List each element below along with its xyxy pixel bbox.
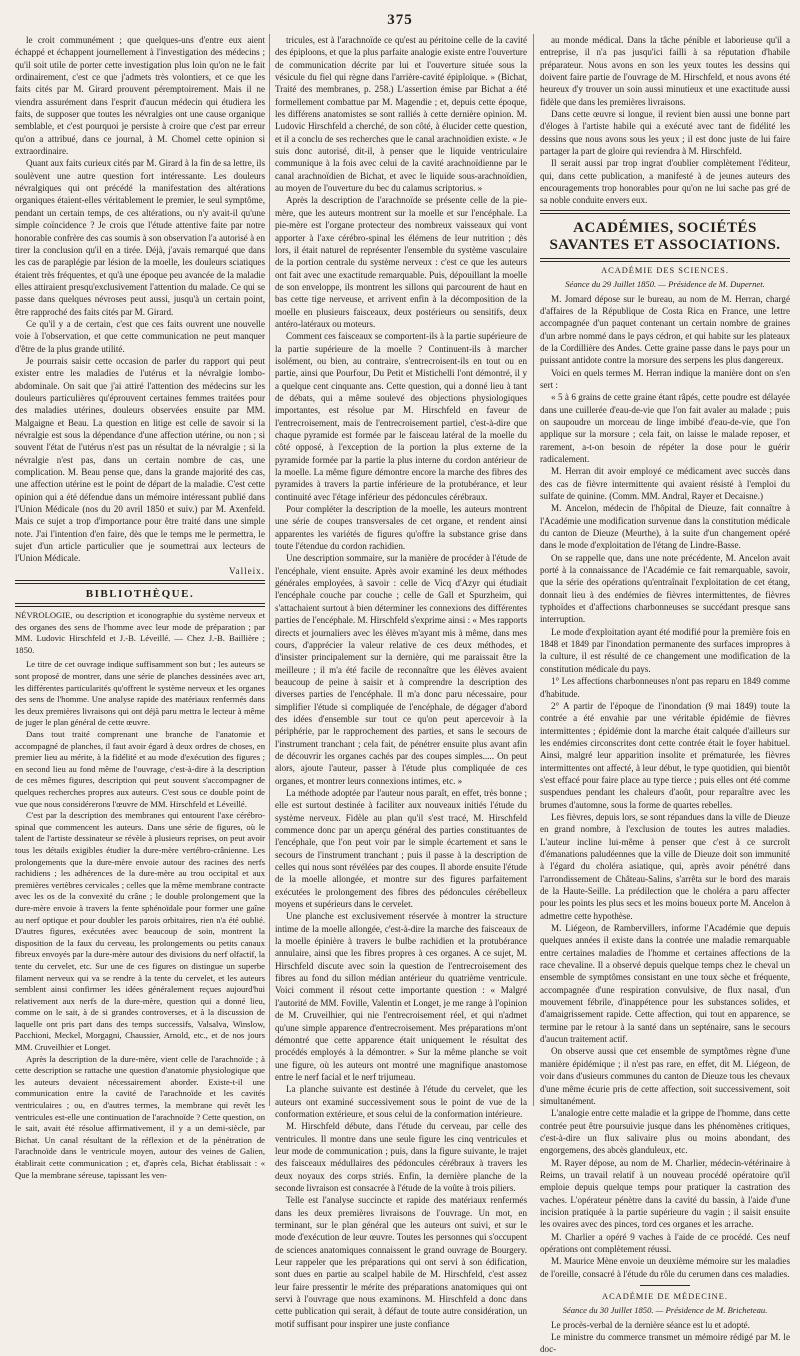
academie-medecine-heading: ACADÉMIE DE MÉDECINE. <box>602 1292 728 1301</box>
academie-sciences-heading: ACADÉMIE DES SCIENCES. <box>601 265 729 275</box>
paragraph: au monde médical. Dans la tâche pénible et laborieuse qu'il a entreprise, il n'a pas jusqu'ici failli à sa réputation d'habile préparateur. Nous avons en son les yeux toutes les dessins qui doivent faire partie de l'ouvrage de M. Hirschfeld, et nous avons été heureux d'y trouver un soin aussi minutieux et une exactitude aussi fidèle que dans les premières livraisons. <box>540 35 790 107</box>
section-rule <box>15 603 265 607</box>
paragraph: Je pourrais saisir cette occasion de parler du rapport qui peut exister entre les maladies de l'utérus et la névralgie lombo-abdominale. On sait que j'ai attiré l'attention des médecins sur les douleurs particulières qu'éprouvent certaines femmes traitées pour des maladies utérines, douleurs observées ensuite par MM. Malgaigne et Beau. La question en litige est celle de savoir si la névralgie est sous la dépendance d'une affection utérine, ou non ; si souvent l'état de l'utérus n'est pas un résultat de la névralgie ; si la névralgie n'est pas, dans un certain nombre de cas, une complication. M. Beau pense que, dans la grande majorité des cas, une affection utérine est le point de départ de la maladie. C'est cette opinion qui a été défendue dans un mémoire intéressant publié dans l'Union Médicale (nos du 20 avril 1850 et suiv.) par M. Axenfeld. Mais ce sujet a trop d'importance pour être traité dans une simple note. J'ai l'intention d'en faire, dès que le temps me le permettra, le sujet d'un article particulier que je soumettrai aux lecteurs de l'Union Médicale. <box>15 355 265 564</box>
paragraph: Il serait aussi par trop ingrat d'oublier complètement l'éditeur, qui, dans cette publication, a manifesté à de jeunes auteurs des encouragements trop honorables pour qu'on ne lui sache pas gré de sa noble conduite envers eux. <box>540 158 790 206</box>
paragraph: Quant aux faits curieux cités par M. Girard à la fin de sa lettre, ils soulèvent une autre question fort intéressante. Les douleurs névralgiques qui ont précédé la manifestation des altérations organiques étaient-elles véritablement le premier, le seul symptôme, pendant un certain temps, de ces altérations, ou n'y avait-il qu'une simple coïncidence ? Je crois que l'étude attentive faite par notre honorable confrère des cas soumis à son observation l'a autorisé à en tirer la conclusion qu'il en a tirée. Déjà, j'avais remarqué que dans les cas de paraplégie par lésion de la moelle, les douleurs sciatiques étaient très fréquentes, et qu'à une époque peu avancée de la maladie elles attiraient presqu'exclusivement l'attention du malade. Ce qui se passe dans quelques névroses peut aussi, jusqu'à un certain point, être rapproché des faits cités par M. Girard. <box>15 158 265 317</box>
right-column <box>540 34 790 1355</box>
paragraph: Pour compléter la description de la moelle, les auteurs montrent une série de coupes transversales de cet organe, et rendent ainsi apparentes les variétés de figures qu'offre la substance grise dans toute l'étendue du cordon rachidien. <box>275 504 527 552</box>
session-date-line: Séance du 29 Juillet 1850. — Présidence de M. Dupernet. <box>565 279 765 290</box>
paragraph: M. Jomard dépose sur le bureau, au nom de M. Herran, chargé d'affaires de la République de Costa Rica en France, une lettre accompagnée d'un paquet contenant un certain nombre de graines d'un arbre nommé dans le pays cédron, et qui habite sur les plateaux de la Cordillière des Andes. Cette graine passe dans le pays pour un puissant antidote contre la morsure des serpens les plus dangereux. <box>540 293 790 366</box>
paragraph: Après la description de l'arachnoïde se présente celle de la pie-mère, que les auteurs montrent sur la moelle et sur l'encéphale. La pie-mère est l'organe protecteur des nombreux vaisseaux qui vont apporter à l'axe cérébro-spinal les élémens de leur nutrition ; dès lors, il était naturel de représenter l'ensemble du système vasculaire de la portion centrale du système nerveux : c'est ce que les auteurs ont fait avec une exactitude remarquable. Puis, dépouillant la moelle de son enveloppe, ils montrent les sillons qui parcourent de haut en bas cette tige nerveuse, et arrivent enfin à la décomposition de la moelle en plusieurs faisceaux, deux postérieurs ou sensitifs, deux antéro-latéraux ou moteurs. <box>275 195 527 329</box>
left-column <box>15 34 265 1180</box>
paragraph: Les fièvres, depuis lors, se sont répandues dans la ville de Dieuze en grand nombre, à l'exclusion de toutes les autres maladies. L'auteur incline lui-même à penser que c'est à ce surcroît d'émanations paludéennes que la ville de Dieuze doit son immunité à l'égard du choléra asiatique, qui, après avoir pénétré dans l'arrondissement de Château-Salins, s'arrêta sur le bord des marais de la Haute-Seille. La prédilection que le choléra a paru affecter pour les points les plus secs et les moins boueux porte M. Ancelon à admettre cette hypothèse. <box>540 811 790 921</box>
short-divider <box>640 1285 690 1286</box>
column-divider-left <box>269 34 270 1106</box>
paragraph: Dans cette œuvre si longue, il revient bien aussi une bonne part d'éloges à l'artiste habile qui a exécuté avec tant de fidélité les dessins que nous avons sous les yeux ; il est donc juste de lui faire partager la part de gloire qui reviendra à M. Hirschfeld. <box>540 109 790 157</box>
paragraph: M. Maurice Mène envoie un deuxième mémoire sur les maladies de l'oreille, consacré à l'étude du rôle du cerumen dans ces maladies. <box>540 1256 790 1279</box>
section-rule <box>540 210 790 214</box>
paragraph: On se rappelle que, dans une note précédente, M. Ancelon avait porté à la connaissance de l'Académie ce fait remarquable, savoir, que la série des opérations qu'entraînait l'exploitation de cet étang, donnait lieu à des endémies de fièvres intermittentes, de fièvres typhoïdes et d'affections charbonneuses se succédant presque sans interruption. <box>540 552 790 625</box>
paragraph: le croit communément ; que quelques-uns d'entre eux aient échappé et échappent journellement à l'investigation des médecins ; qu'il soit utile de porter cette investigation plus loin qu'on ne le fait ordinairement, c'est ce que j'admets très volontiers, et ce que les faits cités par M. Girard prouvent péremptoirement. Mais il ne viendra assurément dans l'esprit d'aucun médecin qui étudiera les faits, de supposer que toutes les névralgies ont une cause organique semblable, et c'est pourquoi je persiste à croire que c'est par erreur qu'on a attribué, dans ce journal, à M. Chomel cette opinion si extraordinaire. <box>15 35 265 157</box>
paragraph: C'est par la description des membranes qui entourent l'axe cérébro-spinal que commencent les auteurs. Dans une série de figures, où le talent de l'artiste dessinateur se révèle à plusieurs reprises, on peut avoir tous les détails exigibles étudier la dure-mère vertébro-crânienne. Les prolongements que la dure-mère envoie autour des racines des nerfs rachidiens ; les adhérences de la dure-mère au trou occipital et aux premières vertèbres cervicales ; celles que la même membrane contracte avec les os de la convexité du crâne ; le double prolongement que la dure-mère envoie à travers la fente sphénoïdale pour former une gaîne au nerf optique et pour doubler les parois orbitaires, rien n'a été oublié. D'autres figures, exécutées avec beaucoup de soin, montrent la disposition de la faux du cerveau, les prolongements ou petits canaux fibreux envoyés par la dure-mère autour des divisions du nerf olfactif, la tente du cervelet, etc. Sur une de ces figures on distingue un superbe filament nerveux qui va se rendre à la tente du cervelet, et les auteurs semblent ainsi confirmer les idées généralement reçues aujourd'hui relativement aux nerfs de la dure-mère, question qui a donné lieu, comme on le sait, à de si grandes controverses, et à la discussion de laquelle ont pris part dans des temps successifs, Valsalva, Winslow, Pacchioni, Meckel, Morgagni, Chaussier, Arnold, etc., et de nos jours MM. Cruveilhier et Longet. <box>15 810 265 1053</box>
paragraph: M. Rayer dépose, au nom de M. Charlier, médecin-vétérinaire à Reims, un travail relatif à un nouveau procédé opératoire qu'il emploie depuis quelque temps pour pratiquer la castration des vaches. L'opérateur pénètre dans la cavité du bassin, à l'aide d'une incision pratiquée à la partie supérieure du vagin ; il saisit ensuite les ovaires avec des pinces, tord ces organes et les arrache. <box>540 1157 790 1230</box>
paragraph: M. Charlier a opéré 9 vaches à l'aide de ce procédé. Ces neuf opérations ont complètement réussi. <box>540 1231 790 1254</box>
paragraph: M. Herran dit avoir employé ce médicament avec succès dans des cas de fièvre intermittente qui avaient résisté à l'emploi du sulfate de quinine. (Comm. MM. Andral, Rayer et Decaisne.) <box>540 466 790 501</box>
paragraph: Le titre de cet ouvrage indique suffisamment son but ; les auteurs se sont proposé de montrer, dans une série de planches dessinées avec art, les différentes particularités qu'offrent le système nerveux et les organes des sens de l'homme. Une analyse rapide des matériaux renfermés dans les deux premières livraisons qui ont déjà paru mettra le lecteur à même de juger le plan général de cette œuvre. <box>15 659 265 728</box>
paragraph: Telle est l'analyse succincte et rapide des matériaux renfermés dans les deux premières livraisons de l'ouvrage. Un mot, en terminant, sur le plan général que les auteurs ont suivi, et sur le mode d'exécution de leur œuvre. Toutes les personnes qui s'occupent de sciences anatomiques connaissent le grand ouvrage de Bourgery. Leur rappeler que les préparations qui ont servi à son édification, sont dues en partie au scalpel habile de M. Hirschfeld, c'est assez leur faire pressentir le mérite des préparations anatomiques qui ont servi à l'ouvrage que nous examinons. M. Hirschfeld a donc dans cette publication qui serait, à défaut de toute autre considération, un motif suffisant pour inspirer une juste confiance <box>275 1195 527 1329</box>
author-signature: Valleix. <box>228 565 265 576</box>
paragraph: Le ministre du commerce transmet un mémoire rédigé par M. le doc- <box>540 1332 790 1355</box>
paragraph: Ce qu'il y a de certain, c'est que ces faits ouvrent une nouvelle voie à l'observation, et que cette communication ne peut manquer d'être de la plus grande utilité. <box>15 318 265 354</box>
bibliotheque-heading: BIBLIOTHÈQUE. <box>85 588 195 601</box>
session-date-line: Séance du 30 Juillet 1850. — Présidence de M. Bricheteau. <box>562 1305 768 1316</box>
paragraph: M. Liégeon, de Rambervillers, informe l'Académie que depuis quelques années il existe dans la contrée une maladie remarquable entre certaines maladies de l'homme et certaines affections de la race chevaline. Il a observé depuis quelque temps chez le cheval un ensemble de symptômes consistant en une toux sèche et fréquente, accompagnée d'une respiration convulsive, de flux nasal, d'un mouvement fébrile, d'inappétence pour les substances solides, et d'amaigrissement rapide. Cette affection, qui tout en apparence, se termine par le retour à la santé dans un septénaire, sans le secours d'aucun traitement actif. <box>540 923 790 1045</box>
paragraph: 1° Les affections charbonneuses n'ont pas reparu en 1849 comme d'habitude. <box>540 676 790 699</box>
paragraph: Le procès-verbal de la dernière séance est lu et adopté. <box>551 1319 750 1330</box>
paragraph: Voici en quels termes M. Herran indique la manière dont on s'en sert : <box>540 367 790 390</box>
paragraph: La planche suivante est destinée à l'étude du cervelet, que les auteurs ont examiné successivement sous le point de vue de la conformation extérieure, et sous celui de la conformation intérieure. <box>275 1084 527 1119</box>
academies-heading: ACADÉMIES, SOCIÉTÉS SAVANTES ET ASSOCIATIONS. <box>549 219 781 253</box>
paragraph: Une description sommaire, sur la manière de procéder à l'étude de l'encéphale, vient ensuite. Après avoir examiné les deux méthodes générales employées, à savoir : celle de Vicq d'Azyr qui étudiait l'encéphale couche par couche ; celle de Gall et Spurzheim, qui s'attachaient surtout à bien déterminer les connexions des différentes parties de l'encéphale. M. Hirschfeld s'exprime ainsi : « Mes rapports directs et journaliers avec les élèves m'ayant mis à même, dans mes cours, d'apprécier la valeur relative de ces deux méthodes, et d'insister principalement sur la dernière, qui me paraissait être la meilleure ; il m'a été facile de reconnaître que les élèves avaient beaucoup de peine à saisir et à comprendre la description des diverses parties de l'encéphale. Il m'a donc paru nécessaire, pour simplifier l'étude si compliquée de l'encéphale, de dégager d'abord des idées d'ensemble sur tout ce qu'on peut apercevoir à la périphérie, par le rapprochement des parties, et sans le secours de l'instrument tranchant ; cela fait, de pénétrer ensuite plus avant afin de découvrir les organes cachés par des coupes simples..... On peut alors, ajoute l'auteur, passer à l'étude plus compliquée de ces organes, et montrer leurs connexions intimes, etc. » <box>275 553 527 786</box>
paragraph: Après la description de la dure-mère, vient celle de l'arachnoïde ; à cette description se rattache une question d'anatomie physiologique que les auteurs devaient nécessairement aborder. Existe-t-il une communication entre la cavité de l'arachnoïde et les cavités ventriculaires ; ou, en d'autres termes, la membrane qui revêt les ventricules est-elle une continuation de l'arachnoïde ? Cette question, on le sait, avait été résolue affirmativement, il y a un demi-siècle, par Bichat. Un canal résultant de la réflexion et de la pénétration de l'arachnoïde dans le ventricule moyen, autour des veines de Galien, établirait cette communication ; et, d'après cela, Bichat établissait : « Que la membrane séreuse, tapissant les ven- <box>15 1053 265 1180</box>
book-title: NÉVROLOGIE, ou description et iconographie du système nerveux et des organes des sens de l'homme avec leur mode de préparation ; par MM. Ludovic Hirschfeld et J.-B. Léveillé. — Chez J.-B. Baillière ; 1850. <box>15 610 265 655</box>
column-divider-right <box>533 34 534 1106</box>
paragraph: M. Hirschfeld débute, dans l'étude du cerveau, par celle des ventricules. Il montre dans une seule figure les cinq ventricules et leur mode de communication ; puis, dans la figure suivante, le trajet des faisceaux médullaires des pédoncules cérébraux à travers les deux noyaux des corps striés. Enfin, la dernière planche de la seconde livraison est consacrée à l'étude de la voûte à trois piliers. <box>275 1121 527 1193</box>
section-rule <box>540 258 790 262</box>
paragraph: « 5 à 6 grains de cette graine étant râpés, cette poudre est délayée dans une cuillerée d'eau-de-vie que l'on fait avaler au malade ; puis on saupoudre un morceau de linge imbibé d'eau-de-vie, que l'on applique sur la morsure ; cela fait, on laisse le malade reposer, et rarement, a-t-on besoin de répéter la dose pour le guérir radicalement. <box>540 392 790 464</box>
paragraph: Dans tout traité comprenant une branche de l'anatomie et accompagné de planches, il faut avoir égard à deux ordres de choses, en premier lieu au mérite, à la fidélité et au mode d'exécution des figures ; en second lieu au fond même de l'ouvrage, c'est-à-dire à la description de ces mêmes figures, description qui peut souvent s'accompagner de quelques recherches propres aux auteurs. C'est sous ce double point de vue que nous considérerons l'œuvre de MM. Hirschfeld et Léveillé. <box>15 729 265 809</box>
paragraph: Le mode d'exploitation ayant été modifié pour la première fois en 1848 et 1849 par l'inondation permanente des surfaces impropres à la culture, il est résulté de ce changement une modification de la constitution médicale du pays. <box>540 626 790 674</box>
section-rule <box>15 580 265 584</box>
paragraph: tricules, est à l'arachnoïde ce qu'est au péritoine celle de la cavité des épiploons, et que la plus parfaite analogie existe entre l'ouverture de communication décrite par lui et l'ouverture située sous la vésicule du fiel qui règne dans l'arrière-cavité épiploïque. » (Bichat, Traité des membranes, p. 258.) L'assertion émise par Bichat a été formellement combattue par M. Magendie ; et, depuis cette époque, les différens anatomistes se sont ralliés à cette dernière opinion. M. Ludovic Hirschfeld a cherché, de son côté, à élucider cette question, et il a conclu de ses recherches que le canal arachnoïdien existe. « Je suis donc autorisé, dit-il, à penser que le liquide ventriculaire communique à la fois avec celui de la cavité arachnoïdienne par le canal arachnoïdien de Bichat, et avec le liquide sous-arachnoïdien, au moyen de l'ouverture du bec du calamus scriptorius. » <box>275 35 527 194</box>
page-number: 375 <box>387 12 413 28</box>
paragraph: Une planche est exclusivement réservée à montrer la structure intime de la moelle allongée, c'est-à-dire la marche des faisceaux de la moelle épinière à travers le bulbe rachidien et la protubérance annulaire, ainsi que les fibres propres à ces organes. A ce sujet, M. Hirschfeld discute avec soin la question de l'entrecroisement des fibres au fond du sillon médian antérieur du quatrième ventricule. Voici comment il résout cette importante question : « Malgré l'autorité de MM. Foville, Valentin et Longet, je me range à l'opinion de M. Cruveilhier, qui nie l'entrecroisement réel, et qui n'admet qu'une simple apparence d'entrecroisement. Mes préparations m'ont démontré que cette apparence était uniquement le résultat des procédés employés à la démontrer. » Sur la même planche se voit une figure, où les auteurs ont montré une magnifique anastomose entre le nerf facial et le nerf trijumeau. <box>275 911 527 1082</box>
paragraph: La méthode adoptée par l'auteur nous paraît, en effet, très bonne ; elle est surtout destinée à faciliter aux nouveaux initiés l'étude du système nerveux. Fidèle au plan qu'il s'est tracé, M. Hirschfeld commence donc par un aperçu général des parties constituantes de l'encéphale, que l'on peut voir par le simple écartement et sans le secours de l'instrument tranchant ; puis il passe à la description de celles qui nous sont révélées par des coupes. Il aborde ensuite l'étude de la moelle allongée, et montre sur des figures parfaitement exécutées le prolongement des fibres des pédoncules cérébelleux moyens et supérieurs dans le cervelet. <box>275 787 527 910</box>
paragraph: L'analogie entre cette maladie et la grippe de l'homme, dans cette contrée peut être poursuivie jusque dans les phénomènes critiques, c'est-à-dire un flux salivaire plus ou moins abondant, des engorgemens, des abcès glanduleux, etc. <box>540 1108 790 1156</box>
paragraph: On observe aussi que cet ensemble de symptômes règne d'une manière épidémique ; il n'est pas rare, en effet, dit M. Liégeon, de voir dans d'usieurs communes du canton de Dieuze tous les chevaux d'une même écurie pris de cette affection, soit successivement, soit simultanément. <box>540 1046 790 1106</box>
middle-column <box>275 34 527 1329</box>
paragraph: Comment ces faisceaux se comportent-ils à la partie supérieure de la partie supérieure de la moelle ? Continuent-ils à marcher isolément, ou bien, au contraire, s'entrecroisent-ils en tout ou en partie, ainsi que Pourfour, Du Petit et Mistichelli l'ont démontré, il y a quelque cent cinquante ans. Cette question, qui a donné lieu à tant de débats, qui a même soulevé des objections physiologiques importantes, est résolue par M. Hirschfeld en faveur de l'entrecroisement, mais de l'entrecroisement partiel, c'est-à-dire que chaque pyramide est formée par le faisceau latéral de la moelle du côté opposé, à l'exception de la portion la plus externe de la pyramide formée par la partie la plus interne du cordon antérieur de la moelle. La même figure démontre encore la marche des fibres des pyramides à travers la partie inférieure de la protubérance, et leur continuité avec l'étage inférieur des pédoncules cérébraux. <box>275 331 527 502</box>
paragraph: M. Ancelon, médecin de l'hôpital de Dieuze, fait connaître à l'Académie une modification survenue dans la constitution médicale du canton de Dieuze (Meurthe), à la suite d'un changement opéré dans le mode d'exploitation de l'étang de Lindre-Basse. <box>540 503 790 551</box>
paragraph: 2° A partir de l'époque de l'inondation (9 mai 1849) toute la contrée a été envahie par une véritable épidémie de fièvres intermittentes ; épidémie dont la marche était calquée d'ailleurs sur les endémies circonscrites dont cette contrée était le foyer habituel. Ainsi, malgré leur apparition insolite et prématurée, les fièvres intermittentes ont affecté, à leur début, le type quotidien, qui bientôt s'est effacé pour faire place au type tierce ; puis elles ont été comme suspendues pendant les chaleurs d'août, pour reparaître avec les brumes d'automne, sous la forme de quartes rebelles. <box>540 700 790 810</box>
